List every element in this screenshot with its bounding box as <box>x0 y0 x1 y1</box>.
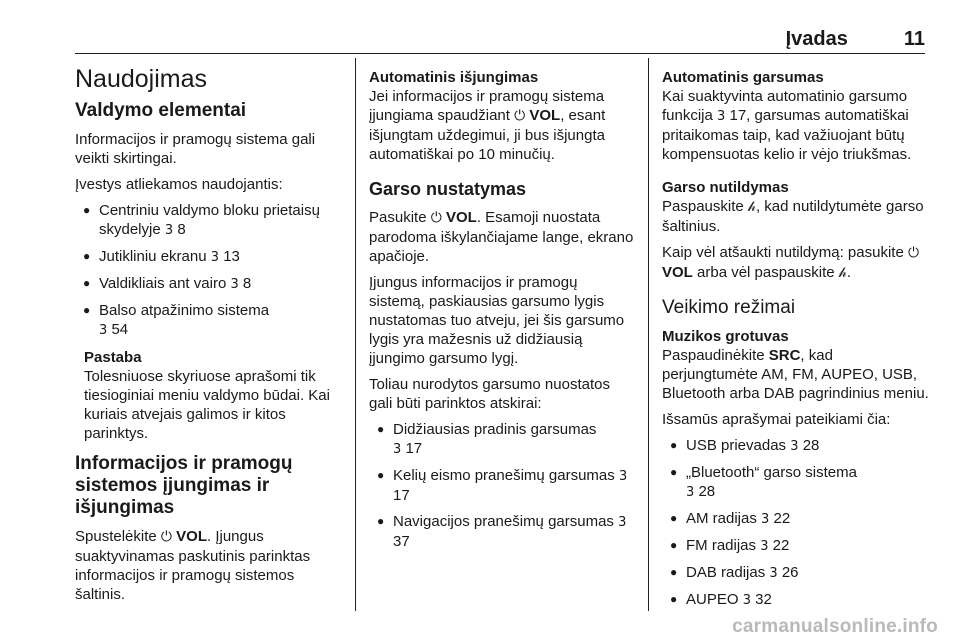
paragraph: Kaip vėl atšaukti nutildymą: pasukite ⏻ VOL arba vėl paspauskite 𝒽. <box>662 244 920 281</box>
arrow-icon: 3 <box>761 512 770 527</box>
paragraph: Toliau nurodytos garsumo nuostatos gali būti parinktos atskirai: <box>369 376 610 412</box>
paragraph: Spustelėkite ⏻ VOL. Įjungus suaktyvinamas paskutinis parinktas informacijos ir pramogų sistemos šaltinis. <box>75 528 311 603</box>
page-ref-link[interactable]: 17 <box>729 107 747 124</box>
volume-settings-list <box>369 420 637 551</box>
mute-heading: Garso nutildymas <box>662 179 789 196</box>
page-ref-link[interactable]: 17 <box>393 487 410 504</box>
list-item: ● AUPEO 3 32 <box>662 590 930 610</box>
power-icon: ⏻ <box>430 210 442 226</box>
list-item: ● Valdikliais ant vairo 3 8 <box>75 274 343 294</box>
page-ref-link[interactable]: 22 <box>772 537 790 554</box>
section-heading-sound: Garso nustatymas <box>369 179 527 199</box>
source-list <box>662 436 930 610</box>
arrow-icon: 3 <box>717 109 726 124</box>
arrow-icon: 3 <box>393 442 402 457</box>
power-icon: ⏻ <box>907 245 920 261</box>
note-heading: Pastaba <box>84 349 142 366</box>
arrow-icon: 3 <box>760 539 769 554</box>
page-ref-link[interactable]: 32 <box>755 591 772 608</box>
note-text: Tolesniuose skyriuose aprašomi tik tiesioginiai meniu valdymo būdai. Kai kuriais atvejais galimos ir kitos parinktys. <box>84 368 330 442</box>
list-item: ● Navigacijos pranešimų garsumas 3 37 <box>369 512 637 551</box>
paragraph: Jei informacijos ir pramogų sistema įjungiama spaudžiant ⏻ VOL, esant išjungtam uždegimui, ji bus išjungta automatiškai po 10 minučių. <box>369 88 606 163</box>
arrow-icon: 3 <box>99 323 108 338</box>
list-item: ● FM radijas 3 22 <box>662 536 930 556</box>
power-icon: ⏻ <box>514 108 526 124</box>
paragraph: Informacijos ir pramogų sistema gali veikti skirtingai. <box>75 131 316 167</box>
page-number: 11 <box>903 28 925 50</box>
arrow-icon: 3 <box>686 485 695 500</box>
page-ref-link[interactable]: 37 <box>393 533 410 550</box>
page-ref-link[interactable]: 28 <box>698 483 716 500</box>
watermark: carmanualsonline.info <box>732 616 938 637</box>
paragraph: Įvestys atliekamos naudojantis: <box>75 176 283 193</box>
list-item: ● „Bluetooth“ garso sistema 3 28 <box>662 463 930 502</box>
list-item: ● USB prievadas 3 28 <box>662 436 930 456</box>
vol-key: VOL <box>445 209 477 226</box>
arrow-icon: 3 <box>742 593 751 608</box>
arrow-icon: 3 <box>210 250 220 265</box>
mute-icon: 𝒽 <box>747 199 756 215</box>
paragraph: Įjungus informacijos ir pramogų sistemą, paskiausias garsumo lygis nustatomas tuo atveju, jei šis garsumo lygis yra mažesnis už didžiausią įjungimo garsumo lygį. <box>369 274 625 367</box>
page-ref-link[interactable]: 22 <box>773 510 791 527</box>
column-divider-1 <box>355 58 356 611</box>
arrow-icon: 3 <box>230 277 239 292</box>
list-item: ● DAB radijas 3 26 <box>662 563 930 583</box>
section-heading-power: Informacijos ir pramogų sistemos įjungimas ir išjungimas <box>75 453 293 518</box>
paragraph: Paspaudinėkite SRC, kad perjungtumėte AM, FM, AUPEO, USB, Bluetooth arba DAB pagrindinius meniu. <box>662 347 929 402</box>
paragraph: Pasukite ⏻ VOL. Esamoji nuostata parodoma iškylančiajame lange, ekrano apačioje. <box>369 209 634 265</box>
page-ref-link[interactable]: 17 <box>405 440 423 457</box>
list-item: ● AM radijas 3 22 <box>662 509 930 529</box>
player-heading: Muzikos grotuvas <box>662 328 789 345</box>
paragraph: Išsamūs aprašymai pateikiami čia: <box>662 411 891 428</box>
page-ref-link[interactable]: 28 <box>802 437 820 454</box>
input-methods-list <box>75 201 343 340</box>
page-ref-link[interactable]: 8 <box>177 221 186 238</box>
paragraph: Kai suaktyvinta automatinio garsumo funkcija 3 17, garsumas automatiškai pritaikomas taip, kad važiuojant būtų kompensuotas kelio ir vėjo triukšmas. <box>662 88 912 163</box>
arrow-icon: 3 <box>769 566 778 581</box>
vol-key: VOL <box>176 528 207 545</box>
section-heading-controls: Valdymo elementai <box>75 100 247 121</box>
note-box <box>75 348 343 443</box>
paragraph: Paspauskite 𝒽, kad nutildytumėte garso šaltinius. <box>662 198 924 235</box>
src-key: SRC <box>768 347 801 364</box>
header-rule <box>75 53 925 54</box>
list-item: ● Kelių eismo pranešimų garsumas 3 17 <box>369 466 637 505</box>
arrow-icon: 3 <box>618 515 627 530</box>
chapter-title: Naudojimas <box>75 65 208 93</box>
page-ref-link[interactable]: 8 <box>242 275 252 292</box>
page-ref-link[interactable]: 26 <box>781 564 799 581</box>
column-2 <box>369 62 637 559</box>
mute-icon: 𝒽 <box>838 265 847 281</box>
page-section-title: Įvadas <box>785 28 848 50</box>
list-item: ● Didžiausias pradinis garsumas 3 17 <box>369 420 637 459</box>
column-divider-2 <box>648 58 649 611</box>
list-item: ● Balso atpažinimo sistema 3 54 <box>75 301 343 340</box>
page-header <box>786 28 925 51</box>
list-item: ● Centriniu valdymo bloku prietaisų skydelyje 3 8 <box>75 201 343 240</box>
arrow-icon: 3 <box>618 469 628 484</box>
auto-volume-heading: Automatinis garsumas <box>662 69 824 86</box>
vol-key: VOL <box>529 107 561 124</box>
column-1 <box>75 62 343 611</box>
arrow-icon: 3 <box>790 439 799 454</box>
page-ref-link[interactable]: 13 <box>223 248 240 265</box>
vol-key: VOL <box>662 264 693 281</box>
arrow-icon: 3 <box>164 223 174 238</box>
power-icon: ⏻ <box>160 529 172 545</box>
list-item: ● Jutikliniu ekranu 3 13 <box>75 247 343 267</box>
page-ref-link[interactable]: 54 <box>111 321 129 338</box>
auto-off-heading: Automatinis išjungimas <box>369 69 539 86</box>
column-3 <box>662 62 930 618</box>
section-heading-modes: Veikimo režimai <box>662 297 796 318</box>
